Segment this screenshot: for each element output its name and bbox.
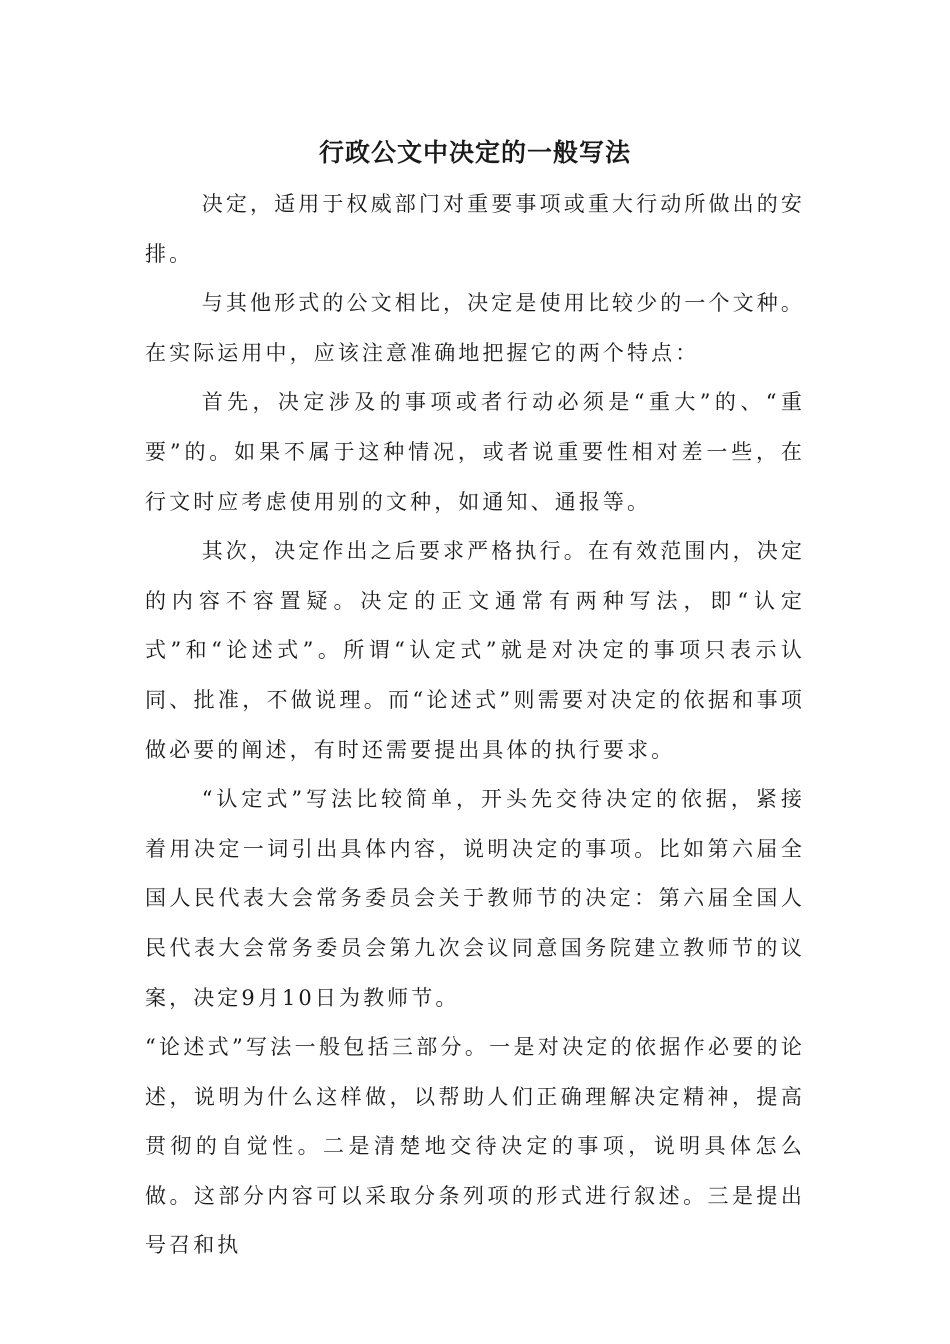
paragraph-feature-one: 首先，决定涉及的事项或者行动必须是“重大”的、“重要”的。如果不属于这种情况，或者说重要性相对差一些，在行文时应考虑使用别的文种，如通知、通报等。 — [145, 390, 805, 514]
paragraph-feature-two: 其次，决定作出之后要求严格执行。在有效范围内，决定的内容不容置疑。决定的正文通常有两种写法，即“认定式”和“论述式”。所谓“认定式”就是对决定的事项只表示认同、批准，不做说理。而“论述式”则需要对决定的依据和事项做必要的阐述，有时还需要提出具体的执行要求。 — [145, 539, 805, 762]
document-title: 行政公文中决定的一般写法 — [318, 138, 631, 167]
paragraph-comparison: 与其他形式的公文相比，决定是使用比较少的一个文种。在实际运用中，应该注意准确地把握它的两个特点： — [145, 291, 805, 365]
document-body — [145, 180, 805, 1271]
paragraph-argument-style: “论述式”写法一般包括三部分。一是对决定的依据作必要的论述，说明为什么这样做，以帮助人们正确理解决定精神，提高贯彻的自觉性。二是清楚地交待决定的事项，说明具体怎么做。这部分内容可以采取分条列项的形式进行叙述。三是提出号召和执 — [145, 1035, 805, 1258]
paragraph-definition: 决定，适用于权威部门对重要事项或重大行动所做出的安排。 — [145, 192, 805, 266]
paragraph-affirmation-style: “认定式”写法比较简单，开头先交待决定的依据，紧接着用决定一词引出具体内容，说明决定的事项。比如第六届全国人民代表大会常务委员会关于教师节的决定：第六届全国人民代表大会常务委员会第九次会议同意国务院建立教师节的议案，决定9月10日为教师节。 — [145, 787, 805, 1010]
